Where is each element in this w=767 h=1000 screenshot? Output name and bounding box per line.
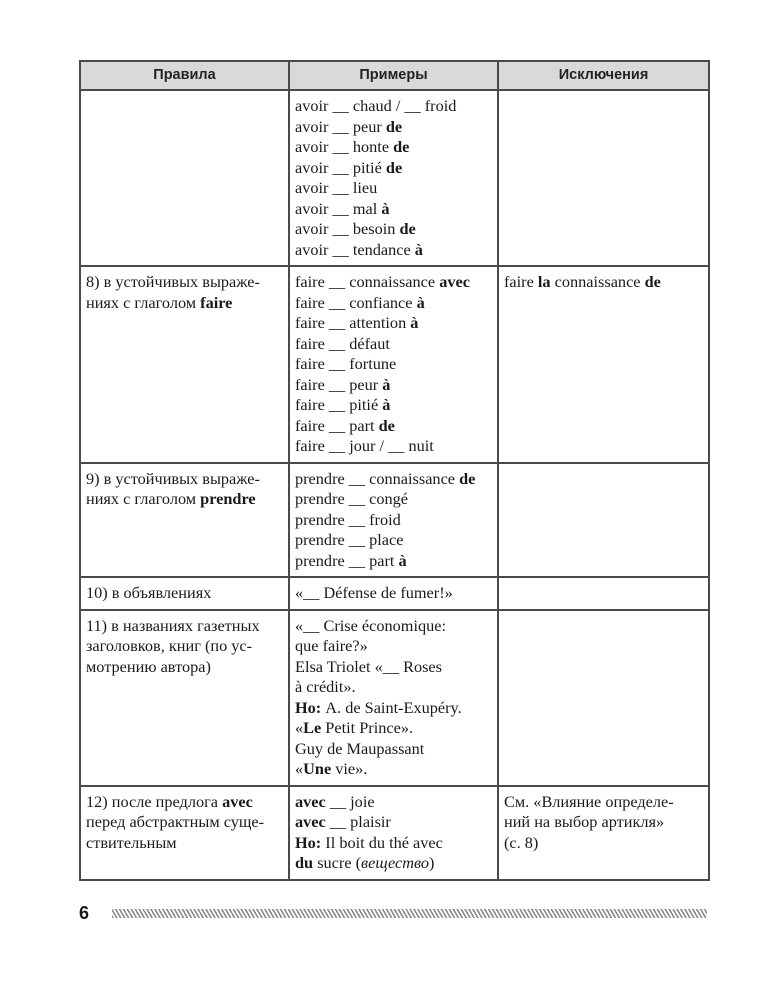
text-line	[295, 718, 493, 739]
bold-text: de	[644, 272, 661, 291]
text: prendre __ part	[295, 550, 399, 570]
text: 9) в устойчивых выраже-	[86, 468, 260, 488]
text: __ plaisir	[325, 812, 391, 831]
text: Il boit du thé avec	[321, 832, 443, 852]
examples-cell	[289, 610, 498, 786]
text-line	[295, 395, 493, 416]
text-line	[295, 375, 493, 396]
text-line	[504, 792, 704, 813]
text: vie».	[331, 759, 368, 778]
rule-cell	[80, 786, 289, 880]
text: connaissance	[550, 272, 645, 291]
page-number: 6	[79, 903, 90, 923]
text: faire __ attention	[295, 313, 411, 332]
table-row	[80, 610, 709, 786]
bold-text: avec	[439, 272, 470, 291]
rule-cell	[80, 90, 289, 266]
text-line	[295, 469, 493, 490]
text: перед абстрактным суще-	[86, 812, 265, 831]
text-line	[295, 354, 493, 375]
text: avoir __ lieu	[295, 178, 378, 197]
text-line	[295, 616, 493, 637]
bold-text: Une	[303, 759, 332, 778]
text: ний на выбор артикля»	[504, 812, 665, 831]
text: prendre __ congé	[295, 489, 409, 508]
text: avoir __ besoin	[295, 219, 400, 238]
text: avoir __ tendance	[295, 239, 415, 259]
bold-text: avec	[295, 812, 326, 831]
bold-text: de	[399, 219, 416, 238]
table-header-row	[80, 61, 709, 90]
text: A. de Saint-Exupéry.	[321, 697, 462, 717]
text-line	[295, 739, 493, 760]
text-line	[295, 759, 493, 780]
text: avoir __ chaud / __ froid	[295, 96, 457, 115]
bold-text: à	[414, 239, 423, 259]
text-line	[295, 313, 493, 334]
text-line	[504, 833, 704, 854]
text-line	[295, 657, 493, 678]
text: avoir __ pitié	[295, 157, 386, 177]
bold-text: à	[398, 550, 407, 570]
text-line	[86, 489, 284, 510]
text: faire __ connaissance	[295, 272, 440, 291]
text-line	[504, 812, 704, 833]
text: 8) в устойчивых выраже-	[86, 272, 260, 291]
text-line	[295, 219, 493, 240]
text-line	[295, 812, 493, 833]
text: que faire?»	[295, 636, 368, 655]
text-line	[86, 616, 284, 637]
text: prendre __ connaissance	[295, 468, 460, 488]
header-examples: Примеры	[289, 61, 498, 90]
text: avoir __ mal	[295, 198, 382, 218]
text: faire __ fortune	[295, 354, 397, 373]
text-line	[86, 636, 284, 657]
text: «__ Crise économique:	[295, 615, 447, 635]
article-rules-table	[79, 60, 710, 881]
text: avoir __ honte	[295, 137, 394, 156]
text: sucre (	[313, 853, 362, 872]
table-row	[80, 786, 709, 880]
text: ниях с глаголом	[86, 489, 201, 508]
text: __ joie	[325, 791, 375, 811]
text: faire __ défaut	[295, 333, 390, 353]
bold-text: Le	[303, 718, 322, 737]
text-line	[295, 636, 493, 657]
bold-text: de	[393, 137, 410, 156]
text-line	[86, 812, 284, 833]
table-row	[80, 90, 709, 266]
text-line	[295, 272, 493, 293]
text: 12) после предлога	[86, 791, 223, 811]
text: «	[295, 718, 304, 737]
text: Guy de Maupassant	[295, 738, 425, 758]
rule-cell	[80, 266, 289, 463]
text: avoir __ peur	[295, 116, 386, 136]
text: faire __ jour / __ nuit	[295, 436, 434, 455]
text-line	[295, 199, 493, 220]
text: Elsa Triolet «__ Roses	[295, 656, 442, 676]
text: faire __ peur	[295, 374, 383, 394]
italic-text: вещество	[361, 853, 430, 872]
bold-text: la	[537, 272, 551, 291]
text: )	[429, 853, 435, 872]
text-line	[86, 657, 284, 678]
text-line	[86, 469, 284, 490]
text-line	[86, 583, 284, 604]
examples-cell	[289, 577, 498, 610]
table-row	[80, 266, 709, 463]
examples-cell	[289, 786, 498, 880]
bold-text: avec	[222, 791, 253, 811]
header-exceptions: Исключения	[498, 61, 709, 90]
text: 11) в названиях газетных	[86, 615, 260, 635]
exceptions-cell	[498, 577, 709, 610]
text: à crédit».	[295, 677, 356, 696]
bold-text: à	[382, 374, 391, 394]
exceptions-cell	[498, 786, 709, 880]
text-line	[295, 833, 493, 854]
text-line	[295, 853, 493, 874]
text: См. «Влияние определе-	[504, 791, 674, 811]
text-line	[295, 240, 493, 261]
text-line	[295, 510, 493, 531]
text-line	[295, 158, 493, 179]
text: Petit Prince».	[321, 718, 414, 737]
text-line	[86, 272, 284, 293]
text: faire __ pitié	[295, 395, 383, 414]
text-line	[295, 416, 493, 437]
bold-text: à	[382, 395, 391, 414]
text: faire __ part	[295, 415, 379, 435]
exceptions-cell	[498, 610, 709, 786]
text-line	[295, 489, 493, 510]
bold-text: de	[385, 116, 403, 136]
text-line	[295, 583, 493, 604]
text: «__ Défense de fumer!»	[295, 583, 453, 602]
text: faire __ confiance	[295, 292, 417, 312]
table-row	[80, 577, 709, 610]
text-line	[295, 792, 493, 813]
bold-text: de	[459, 468, 476, 488]
text-line	[295, 117, 493, 138]
text: prendre __ place	[295, 530, 404, 549]
rule-cell	[80, 610, 289, 786]
text: faire	[504, 272, 538, 291]
exceptions-cell	[498, 463, 709, 578]
examples-cell	[289, 266, 498, 463]
table-body	[80, 90, 709, 880]
text: 10) в объявлениях	[86, 583, 212, 602]
text-line	[295, 698, 493, 719]
text-line	[86, 293, 284, 314]
text-line	[504, 272, 704, 293]
exceptions-cell	[498, 90, 709, 266]
text-line	[295, 436, 493, 457]
bold-text: à	[410, 313, 419, 332]
examples-cell	[289, 463, 498, 578]
text: «	[295, 759, 304, 778]
text: ниях с глаголом	[86, 292, 201, 312]
header-rules: Правила	[80, 61, 289, 90]
text-line	[86, 792, 284, 813]
text-line	[295, 178, 493, 199]
bold-text: de	[378, 415, 395, 435]
text-line	[295, 137, 493, 158]
bold-text: avec	[295, 791, 326, 811]
bold-text: du	[295, 853, 314, 872]
text: prendre __ froid	[295, 509, 401, 529]
bold-text: Но:	[295, 697, 322, 717]
table-row	[80, 463, 709, 578]
rule-cell	[80, 463, 289, 578]
text-line	[295, 551, 493, 572]
bold-text: de	[385, 157, 403, 177]
text-line	[295, 293, 493, 314]
bold-text: prendre	[200, 489, 256, 508]
text-line	[295, 677, 493, 698]
text: ствительным	[86, 832, 177, 852]
text-line	[295, 334, 493, 355]
bold-text: à	[381, 198, 390, 218]
text-line	[295, 530, 493, 551]
decorative-hatched-rule	[112, 909, 707, 918]
text: (с. 8)	[504, 832, 539, 852]
exceptions-cell	[498, 266, 709, 463]
rule-cell	[80, 577, 289, 610]
bold-text: faire	[200, 292, 233, 312]
bold-text: Но:	[295, 832, 322, 852]
examples-cell	[289, 90, 498, 266]
bold-text: à	[416, 292, 425, 312]
text-line	[295, 96, 493, 117]
text: мотрению автора)	[86, 656, 211, 676]
text: заголовков, книг (по ус-	[86, 636, 253, 655]
text-line	[86, 833, 284, 854]
